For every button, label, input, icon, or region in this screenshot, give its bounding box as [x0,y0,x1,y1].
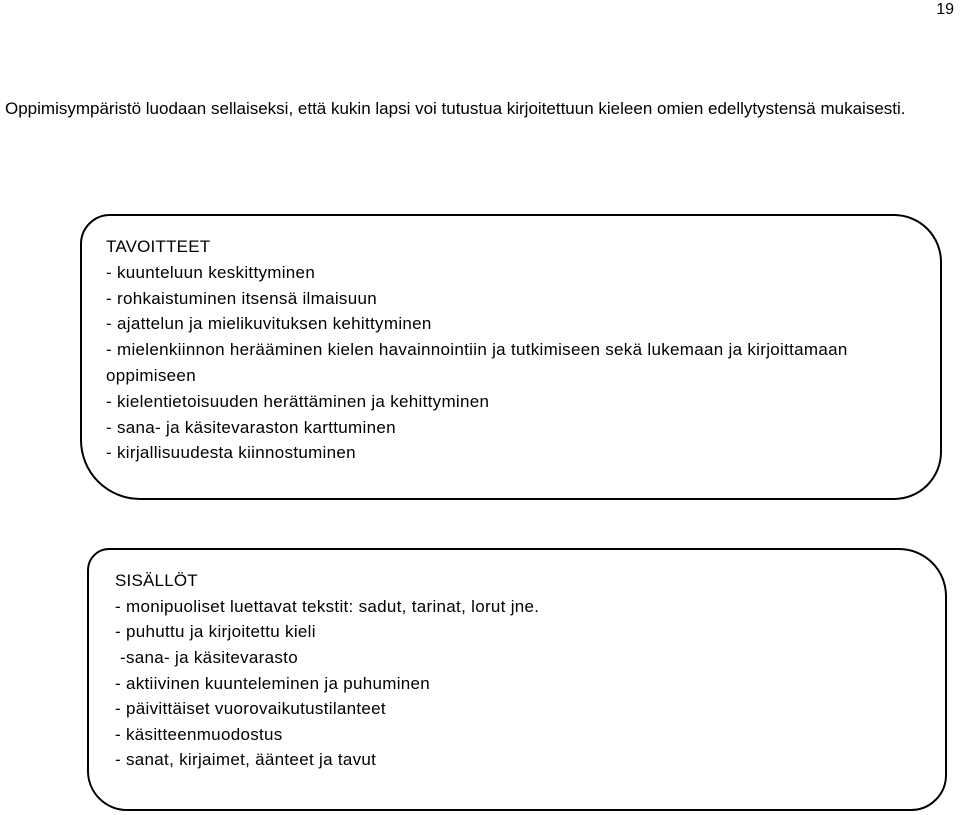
list-item: - puhuttu ja kirjoitettu kieli [115,622,316,642]
list-item: - päivittäiset vuorovaikutustilanteet [115,699,386,719]
list-item: - aktiivinen kuunteleminen ja puhuminen [115,673,431,693]
list-item: - monipuoliset luettavat tekstit: sadut, tarinat, lorut jne. [115,596,540,616]
content-box [87,548,947,811]
list-item: - kielentietoisuuden herättäminen ja kehittyminen [106,391,490,411]
list-item: - ajattelun ja mielikuvituksen kehittyminen [106,314,432,334]
intro-paragraph: Oppimisympäristö luodaan sellaiseksi, että kukin lapsi voi tutustua kirjoitettuun kieleen omien edellytystensä mukaisesti. [5,99,906,118]
content-heading: SISÄLLÖT [115,571,198,590]
goals-list [106,260,940,466]
list-item: - käsitteenmuodostus [115,724,283,744]
goals-heading: TAVOITTEET [106,237,211,256]
page-number: 19 [936,1,954,18]
content-list [115,594,945,773]
list-item: - sana- ja käsitevaraston karttuminen [106,417,396,437]
list-item: - kirjallisuudesta kiinnostuminen [106,443,356,463]
list-item: -sana- ja käsitevarasto [115,647,298,667]
list-item: - rohkaistuminen itsensä ilmaisuun [106,288,377,308]
list-item: - sanat, kirjaimet, äänteet ja tavut [115,750,377,770]
goals-box [80,214,942,500]
list-item: - kuunteluun keskittyminen [106,262,316,282]
list-item: - mielenkiinnon herääminen kielen havainnointiin ja tutkimiseen sekä lukemaan ja kirjoittamaan oppimiseen [106,340,848,385]
